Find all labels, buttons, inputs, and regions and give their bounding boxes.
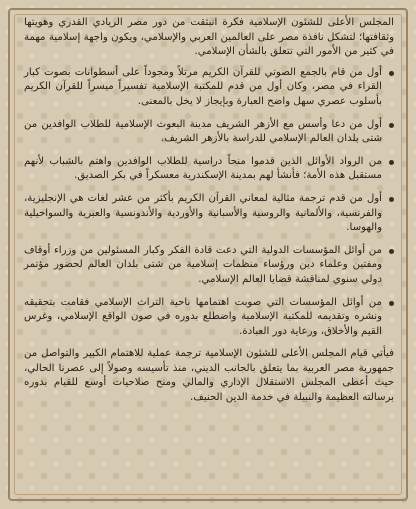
list-item-text: من الرواد الأوائل الذين قدموا منحاً دراسية للطلاب الوافدين واهتم بالشباب لأنهم مستقبل هذه الأمة؛ فأنشأ لهم بمدينة الإسكندرية معسكراً في بكر الصديق. [24, 155, 382, 182]
bullet-icon [389, 123, 394, 128]
list-item-text: من أوائل المؤسسات التي صوبت اهتمامها ناحية التراث الإسلامي فقامت بتحقيقه ونشره وتقديمه للمكتبة الإسلامية واضطلع بدوره في صون الواقع الإسلامي، وغرس القيم والأخلاق، ورعاية دور العبادة. [24, 296, 382, 337]
achievements-list [24, 66, 394, 340]
list-item-text: أول من دعا وأسس مع الأزهر الشريف مدينة البعوث الإسلامية للطلاب الوافدين من شتى بلدان العالم الإسلامي للدراسة بالأزهر الشريف. [24, 118, 382, 145]
list-item [24, 66, 394, 110]
closing-paragraph: فيأتي قيام المجلس الأعلى للشئون الإسلامية ترجمة عملية للاهتمام الكبير والتواصل من جمهورية مصر العربية بما يتعلق بالجانب الديني، منذ تأسيسه وصولاً إلى عصرنا الحالي، حيث أعطى المجلس الاستقلال الإداري والمالي ومنح صلاحيات أوسع للقيام بدوره برسالته العظيمة والنبيلة في خدمة الدين الحنيف. [24, 348, 394, 404]
bullet-icon [389, 197, 394, 202]
bullet-icon [389, 160, 394, 165]
list-item [24, 155, 394, 184]
list-item [24, 244, 394, 288]
list-item-text: من أوائل المؤسسات الدولية التي دعت قادة الفكر وكبار المسئولين من وزراء أوقاف ومفتين وعلماء دين ورؤساء منظمات إسلامية من شتى بلدان العالم لحضور مؤتمر دولي سنوي لمناقشة قضايا العالم الإسلامي. [24, 244, 382, 285]
bullet-icon [389, 71, 394, 76]
list-item-text: أول من قام بالجمع الصوتي للقرآن الكريم مرتلاً ومجوداً على أسطوانات بصوت كبار القراء في مصر، وكان أول من قدم للمكتبة الإسلامية تفسيراً ميسراً للقرآن الكريم بأسلوب عصري سهل واضح العبارة وبإيجاز لا يخل بالمعنى. [24, 66, 382, 107]
intro-paragraph: المجلس الأعلى للشئون الإسلامية فكرة انبثقت من دور مصر الريادي القدري وهويتها وثقافتها؛ لتشكل نافذة مصر على العالمين العربي والإسلامي، ويكون واجهة إسلامية مهمة في كثير من الأمور التي تتعلق بالشأن الإسلامي. [24, 17, 394, 58]
text-content [24, 16, 394, 501]
list-item [24, 296, 394, 340]
list-item [24, 192, 394, 236]
list-item [24, 118, 394, 147]
bullet-icon [389, 301, 394, 306]
bullet-icon [389, 249, 394, 254]
list-item-text: أول من قدم ترجمة مثالية لمعاني القرآن الكريم بأكثر من عشر لغات هي الإنجليزية، والفرنسية، والألمانية والروسية والأسبانية والأوردية والأندونسية والعبرية والسواحيلية والهوسا. [24, 192, 382, 234]
